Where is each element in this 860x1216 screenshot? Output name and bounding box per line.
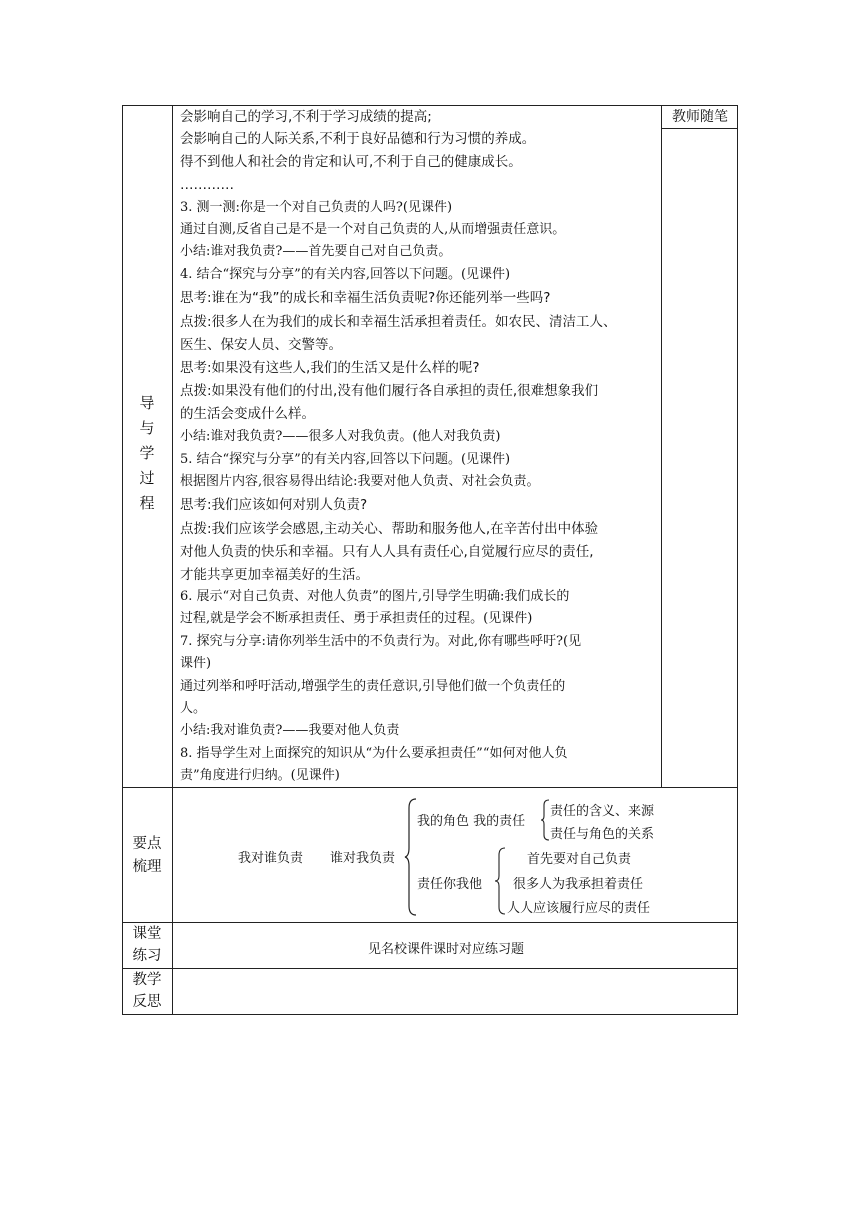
summary-root-b: 谁对我负责 [330, 851, 396, 866]
process-label-char: 导 [139, 394, 155, 412]
process-line: 点拨:很多人在为我们的成长和幸福生活承担着责任。如农民、清洁工人、 [180, 314, 617, 330]
process-line: 小结:谁对我负责?——首先要自己对自己负责。 [180, 244, 452, 259]
process-line: 思考:我们应该如何对别人负责? [180, 497, 368, 513]
row-divider-practice [122, 922, 738, 923]
process-label-char: 过 [139, 469, 155, 487]
process-line: 的生活会变成什么样。 [180, 406, 315, 422]
summary-branch1-item2: 责任与角色的关系 [550, 827, 655, 842]
process-line: 人。 [180, 701, 207, 716]
process-line: 过程,就是学会不断承担责任、勇于承担责任的过程。(见课件) [180, 611, 533, 626]
summary-branch1: 我的角色 我的责任 [417, 814, 526, 829]
process-label-char: 与 [139, 419, 155, 437]
practice-label-line1: 课堂 [132, 926, 162, 942]
summary-branch2-item2: 很多人为我承担着责任 [513, 877, 644, 892]
process-line: 医生、保安人员、交警等。 [180, 337, 342, 353]
process-line: 3. 测一测:你是一个对自己负责的人吗?(见课件) [180, 200, 453, 215]
summary-branch1-item1: 责任的含义、来源 [550, 804, 655, 819]
process-line: 会影响自己的人际关系,不利于良好品德和行为习惯的养成。 [180, 131, 536, 147]
summary-root-a: 我对谁负责 [238, 851, 304, 866]
process-line: 6. 展示“对自己负责、对他人负责”的图片,引导学生明确:我们成长的 [180, 589, 570, 604]
process-line: 小结:我对谁负责?——我要对他人负责 [180, 723, 400, 738]
summary-main-brace [404, 798, 418, 916]
process-line: 4. 结合“探究与分享”的有关内容,回答以下问题。(见课件) [180, 267, 511, 282]
process-line: 通过自测,反省自己是不是一个对自己负责的人,从而增强责任意识。 [180, 222, 566, 237]
summary-branch2-brace [494, 847, 506, 915]
process-line: 才能共享更加幸福美好的生活。 [180, 567, 369, 583]
process-line: 根据图片内容,很容易得出结论:我要对他人负责、对社会负责。 [180, 474, 540, 489]
reflection-content-area[interactable] [173, 969, 737, 1014]
process-line: 通过列举和呼吁活动,增强学生的责任意识,引导他们做一个负责任的 [180, 679, 566, 694]
practice-label-line2: 练习 [132, 948, 162, 964]
summary-label-line2: 梳理 [132, 859, 162, 875]
summary-branch1-brace [540, 799, 550, 841]
process-line: 得不到他人和社会的肯定和认可,不利于自己的健康成长。 [180, 154, 522, 170]
summary-label-line1: 要点 [132, 836, 162, 852]
process-line: 课件) [180, 656, 212, 671]
process-line: 点拨:我们应该学会感恩,主动关心、帮助和服务他人,在辛苦付出中体验 [180, 521, 599, 537]
table-border-right [737, 105, 738, 1015]
process-line: 8. 指导学生对上面探究的知识从“为什么要承担责任”“如何对他人负 [180, 746, 568, 761]
notes-header: 教师随笔 [672, 109, 728, 125]
teacher-notes-area[interactable] [662, 129, 737, 787]
reflection-label-line1: 教学 [132, 972, 162, 988]
practice-text: 见名校课件课时对应练习题 [368, 942, 525, 957]
process-label-char: 学 [139, 444, 155, 462]
row-divider-summary [122, 787, 738, 788]
reflection-label-line2: 反思 [132, 994, 162, 1010]
column-divider-label [172, 105, 173, 1015]
process-line: 7. 探究与分享:请你列举生活中的不负责行为。对此,你有哪些呼吁?(见 [180, 634, 582, 649]
process-line: 会影响自己的学习,不利于学习成绩的提高; [180, 109, 432, 125]
process-line: 责”角度进行归纳。(见课件) [180, 768, 340, 783]
table-border-bottom [122, 1014, 738, 1015]
process-line: 对他人负责的快乐和幸福。只有人人具有责任心,自觉履行应尽的责任, [180, 544, 594, 560]
process-line: 思考:如果没有这些人,我们的生活又是什么样的呢? [180, 360, 480, 376]
process-line: 小结:谁对我负责?——很多人对我负责。(他人对我负责) [180, 429, 501, 444]
summary-branch2-item1: 首先要对自己负责 [527, 852, 632, 867]
process-label-char: 程 [139, 494, 155, 512]
summary-branch2: 责任你我他 [417, 877, 483, 892]
table-border-left [122, 105, 123, 1015]
process-line: 思考:谁在为“我”的成长和幸福生活负责呢?你还能列举一些吗? [180, 290, 551, 306]
process-line: 5. 结合“探究与分享”的有关内容,回答以下问题。(见课件) [180, 452, 511, 467]
process-line: 点拨:如果没有他们的付出,没有他们履行各自承担的责任,很难想象我们 [180, 383, 599, 399]
process-line: ………… [180, 177, 234, 193]
summary-branch2-item3: 人人应该履行应尽的责任 [507, 901, 651, 916]
